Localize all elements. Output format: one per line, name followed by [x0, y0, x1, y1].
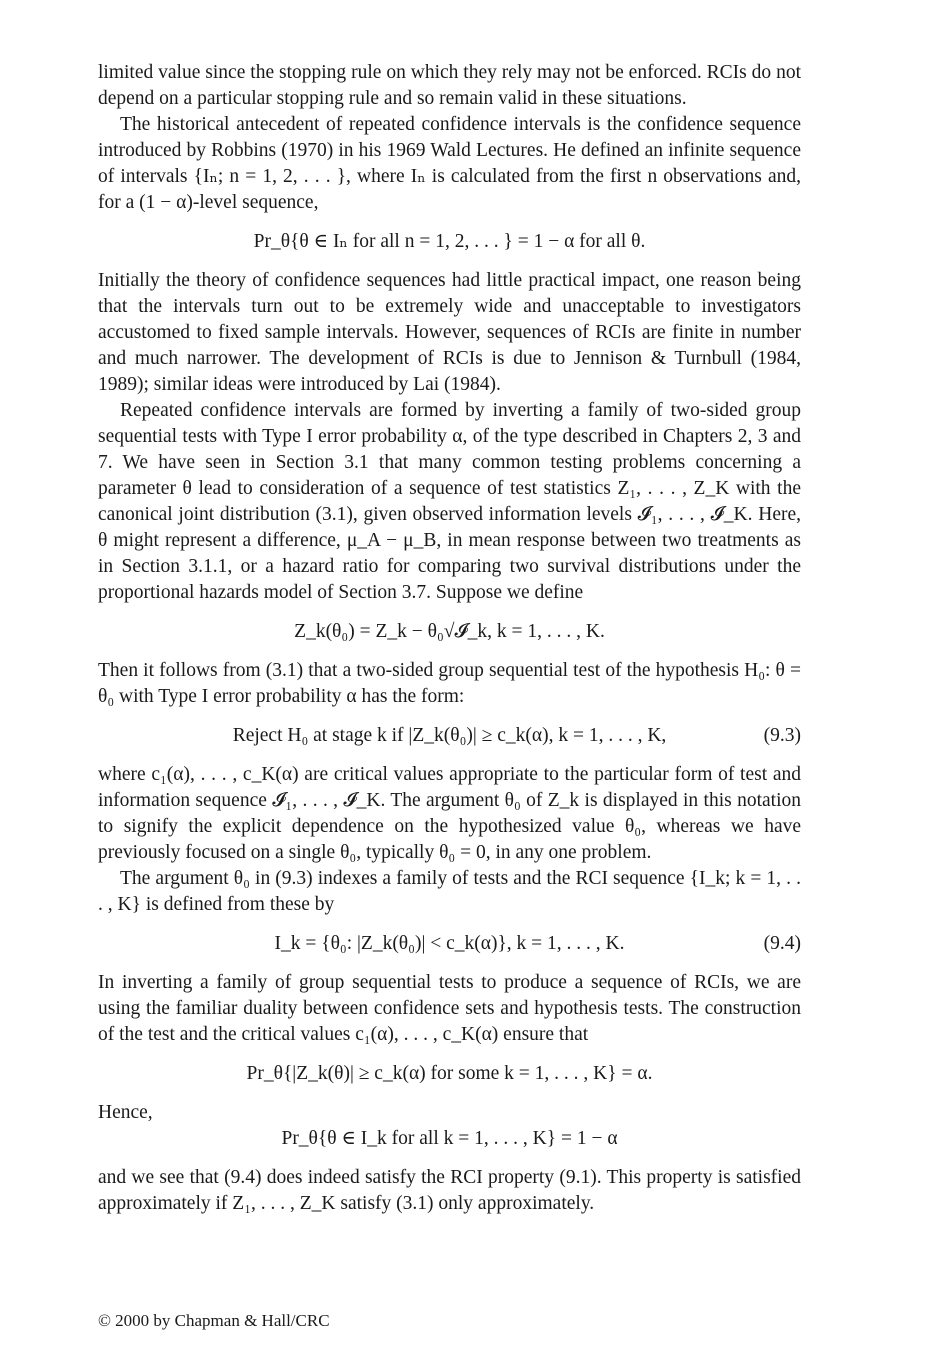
- paragraph-2: The historical antecedent of repeated confidence intervals is the confidence sequence introduced by Robbins (1970) in his 1969 Wald Lectures. He defined an infinite sequence of intervals {Iₙ; n = 1, 2, . . . }, where Iₙ is calculated from the first n observations and, for a (1 − α)-level sequence,: [98, 114, 801, 213]
- paragraph-4: Repeated confidence intervals are formed by inverting a family of two-sided group sequential tests with Type I error probability α, of the type described in Chapters 2, 3 and 7. We have seen in Section 3.1 that many common testing problems concerning a parameter θ lead to consideration of a sequence of test statistics Z₁, . . . , Z_K with the canonical joint distribution (3.1), given observed information levels 𝓘₁, . . . , 𝓘_K. Here, θ might represent a difference, μ_A − μ_B, in mean response between two treatments as in Section 3.1.1, or a hazard ratio for comparing two survival distributions under the proportional hazards model of Section 3.7. Suppose we define: [98, 400, 801, 603]
- equation-9-4-number: (9.4): [763, 933, 801, 954]
- page-body: [98, 60, 801, 1217]
- equation-robbins: [98, 229, 801, 255]
- equation-robbins-text: Pr_θ{θ ∈ Iₙ for all n = 1, 2, . . . } = 1 − α for all θ.: [253, 231, 646, 252]
- paragraph-3: Initially the theory of confidence sequences had little practical impact, one reason being that the intervals turn out to be extremely wide and unacceptable to investigators accustomed to fixed sample intervals. However, sequences of RCIs are finite in number and much narrower. The development of RCIs is due to Jennison & Turnbull (1984, 1989); similar ideas were introduced by Lai (1984).: [98, 270, 801, 395]
- paragraph-6: where c₁(α), . . . , c_K(α) are critical values appropriate to the particular form of test and information sequence 𝓘₁, . . . , 𝓘_K. The argument θ₀ of Z_k is displayed in this notation to signify the explicit dependence on the hypothesized value θ₀, whereas we have previously focused on a single θ₀, typically θ₀ = 0, in any one problem.: [98, 764, 801, 863]
- paragraph-1: limited value since the stopping rule on which they rely may not be enforced. RCIs do not depend on a particular stopping rule and so remain valid in these situations.: [98, 62, 801, 109]
- equation-9-4-text: I_k = {θ₀: |Z_k(θ₀)| < c_k(α)}, k = 1, . . . , K.: [274, 933, 625, 954]
- equation-standardized-text: Z_k(θ₀) = Z_k − θ₀√𝓘_k, k = 1, . . . , K.: [294, 621, 605, 642]
- copyright-footer: © 2000 by Chapman & Hall/CRC: [98, 1311, 330, 1330]
- paragraph-7: The argument θ₀ in (9.3) indexes a family of tests and the RCI sequence {I_k; k = 1, . . . , K} is defined from these by: [98, 868, 801, 915]
- paragraph-8: In inverting a family of group sequential tests to produce a sequence of RCIs, we are using the familiar duality between confidence sets and hypothesis tests. The construction of the test and the critical values c₁(α), . . . , c_K(α) ensure that: [98, 972, 801, 1045]
- equation-9-4: [98, 931, 801, 957]
- equation-standardized: [98, 619, 801, 645]
- equation-coverage-text: Pr_θ{θ ∈ I_k for all k = 1, . . . , K} = 1 − α: [281, 1128, 618, 1149]
- equation-9-3-number: (9.3): [763, 725, 801, 746]
- equation-error-prob: [98, 1061, 801, 1087]
- paragraph-5: Then it follows from (3.1) that a two-sided group sequential test of the hypothesis H₀: θ = θ₀ with Type I error probability α has the form:: [98, 660, 801, 707]
- equation-9-3-text: Reject H₀ at stage k if |Z_k(θ₀)| ≥ c_k(α), k = 1, . . . , K,: [232, 725, 667, 746]
- paragraph-9: Hence,: [98, 1102, 153, 1123]
- equation-error-prob-text: Pr_θ{|Z_k(θ)| ≥ c_k(α) for some k = 1, . . . , K} = α.: [246, 1063, 653, 1084]
- equation-9-3: [98, 723, 801, 749]
- equation-coverage: [98, 1126, 801, 1152]
- paragraph-10: and we see that (9.4) does indeed satisfy the RCI property (9.1). This property is satisfied approximately if Z₁, . . . , Z_K satisfy (3.1) only approximately.: [98, 1167, 801, 1214]
